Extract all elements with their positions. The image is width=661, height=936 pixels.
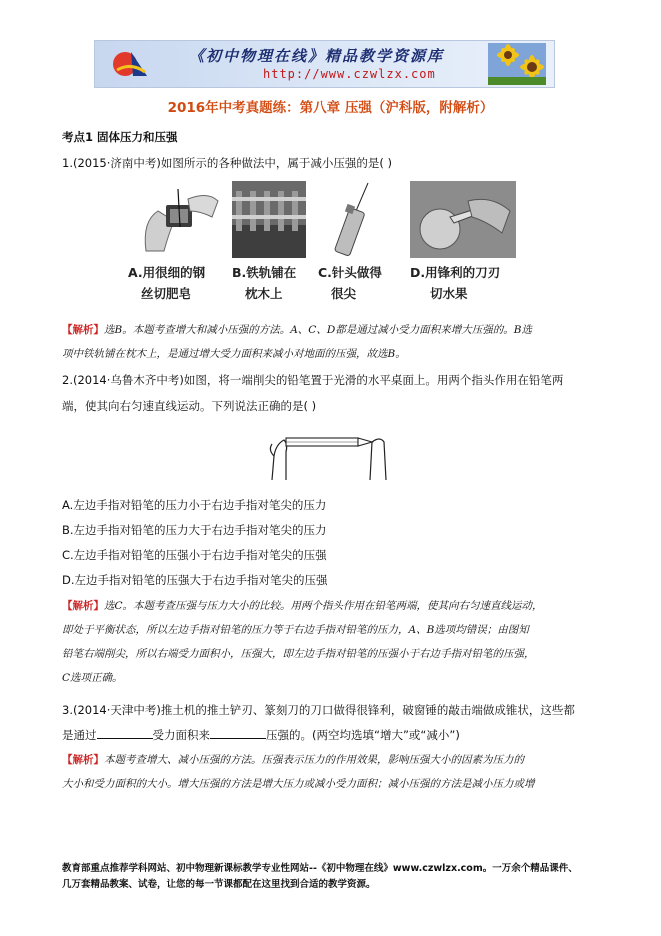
q1-image-d — [410, 181, 516, 258]
banner-url[interactable]: http://www.czwlzx.com — [263, 67, 436, 81]
q2-option-c: C.左边手指对铅笔的压强小于右边手指对笔尖的压强 — [62, 548, 327, 562]
q1-analysis: 【解析】选B。本题考查增大和减小压强的方法。A、C、D都是通过减小受力面积来增大压强的。B选 项中铁轨铺在枕木上，是通过增大受力面积来减小对地面的压强，故选B。 — [62, 324, 532, 360]
q1-image-c — [306, 181, 412, 258]
q2-pencil-figure — [262, 422, 402, 482]
q2-option-a: A.左边手指对铅笔的压力小于右边手指对笔尖的压力 — [62, 498, 327, 512]
sunflower-icon — [488, 43, 546, 85]
q3-analysis: 【解析】本题考查增大、减小压强的方法。压强表示压力的作用效果，影响压强大小的因素为压力的 大小和受力面积的大小。增大压强的方法是增大压力或减小受力面积；减小压强的方法是减小压力或增 — [62, 754, 535, 790]
q2-analysis: 【解析】选C。本题考查压强与压力大小的比较。用两个指头作用在铅笔两端，使其向右匀速直线运动， 即处于平衡状态，所以左边手指对铅笔的压力等于右边手指对铅笔的压力，A、B选项均错误；由图知 铅笔右端削尖，所以右端受力面积小，压强大，即左边手指对铅笔的压强小于右边手指对铅笔的压强， C选项正确。 — [62, 600, 543, 684]
q1-option-c: C.针头做得 很尖 — [318, 265, 382, 301]
section-heading: 考点1 固体压力和压强 — [62, 130, 178, 144]
q2-stem-line2: 端，使其向右匀速直线运动。下列说法正确的是( ) — [62, 399, 317, 413]
q1-option-b: B.铁轨铺在 枕木上 — [232, 265, 297, 301]
q1-option-d: D.用锋利的刀刃 切水果 — [410, 265, 501, 301]
q2-stem-line1: 2.(2014·乌鲁木齐中考)如图，将一端削尖的铅笔置于光滑的水平桌面上。用两个指头作用在铅笔两 — [62, 373, 564, 387]
q3-stem-line2: 是通过 受力面积来 压强的。(两空均选填“增大”或“减小”) — [62, 728, 460, 742]
analysis-tag: 【解析】 — [62, 754, 104, 766]
site-logo-icon — [111, 48, 151, 80]
q2-option-b: B.左边手指对铅笔的压力大于右边手指对笔尖的压力 — [62, 523, 327, 537]
q1-image-a — [128, 181, 234, 258]
banner-title: 《初中物理在线》精品教学资源库 — [189, 47, 445, 65]
analysis-tag: 【解析】 — [62, 324, 104, 336]
q2-option-d: D.左边手指对铅笔的压强大于右边手指对笔尖的压强 — [62, 573, 328, 587]
page-footer: 教育部重点推荐学科网站、初中物理新课标教学专业性网站--《初中物理在线》www.czwlzx.com。一万余个精品课件、 几万套精品教案、试卷，让您的每一节课都配在这里找到合适的教学资源。 — [62, 863, 578, 890]
q3-stem-line1: 3.(2014·天津中考)推土机的推土铲刃、篆刻刀的刀口做得很锋利，破窗锤的敲击端做成锥状，这些都 — [62, 703, 575, 717]
answer-blank-2[interactable] — [210, 728, 266, 739]
q1-stem: 1.(2015·济南中考)如图所示的各种做法中，属于减小压强的是( ) — [62, 156, 392, 170]
answer-blank-1[interactable] — [97, 728, 153, 739]
analysis-tag: 【解析】 — [62, 600, 104, 612]
document-title: 2016年中考真题练：第八章 压强（沪科版，附解析） — [167, 100, 494, 116]
q1-option-a: A.用很细的钢 丝切肥皂 — [128, 265, 206, 301]
header-banner — [94, 40, 555, 88]
